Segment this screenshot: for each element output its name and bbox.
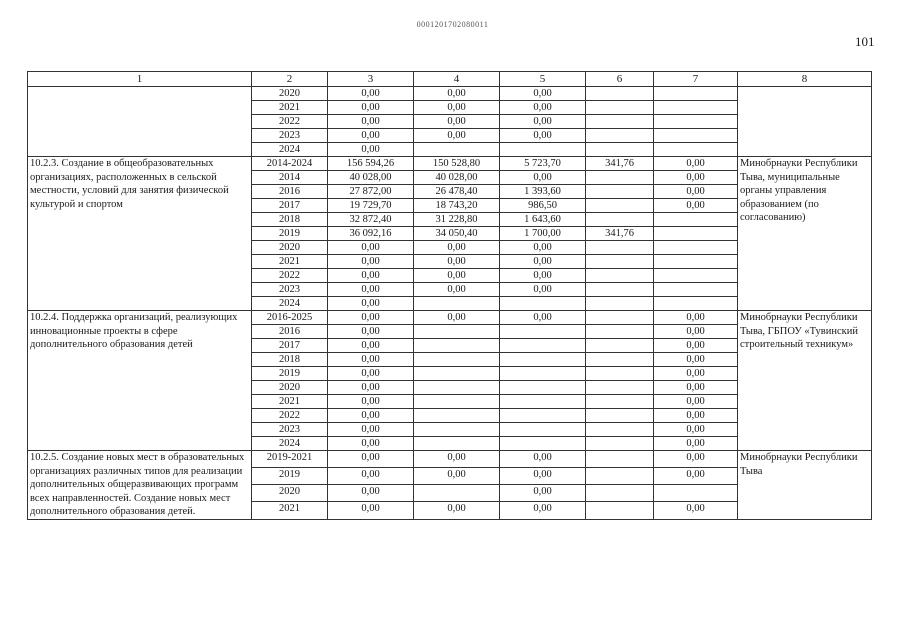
republic-cell: 0,00 xyxy=(500,283,586,297)
total-cell: 0,00 xyxy=(328,468,414,485)
extra-budget-cell: 0,00 xyxy=(654,423,738,437)
municipal-cell xyxy=(586,311,654,325)
total-cell: 0,00 xyxy=(328,437,414,451)
federal-cell: 18 743,20 xyxy=(414,199,500,213)
municipal-cell xyxy=(586,339,654,353)
activity-description: 10.2.4. Поддержка организаций, реализующих инновационные проекты в сфере дополнительного образования детей xyxy=(28,311,252,451)
year-cell: 2020 xyxy=(252,87,328,101)
federal-cell xyxy=(414,423,500,437)
federal-cell xyxy=(414,381,500,395)
municipal-cell xyxy=(586,115,654,129)
year-cell: 2014 xyxy=(252,171,328,185)
republic-cell: 0,00 xyxy=(500,129,586,143)
year-cell: 2024 xyxy=(252,437,328,451)
extra-budget-cell xyxy=(654,485,738,502)
year-cell: 2022 xyxy=(252,115,328,129)
republic-cell: 0,00 xyxy=(500,255,586,269)
total-cell: 0,00 xyxy=(328,255,414,269)
total-cell: 0,00 xyxy=(328,115,414,129)
header-cell: 5 xyxy=(500,72,586,87)
federal-cell: 0,00 xyxy=(414,129,500,143)
republic-cell: 986,50 xyxy=(500,199,586,213)
year-cell: 2018 xyxy=(252,353,328,367)
year-cell: 2024 xyxy=(252,143,328,157)
republic-cell: 0,00 xyxy=(500,115,586,129)
municipal-cell xyxy=(586,409,654,423)
document-id: 0001201702080011 xyxy=(416,20,489,29)
extra-budget-cell: 0,00 xyxy=(654,409,738,423)
federal-cell: 26 478,40 xyxy=(414,185,500,199)
total-cell: 0,00 xyxy=(328,451,414,468)
total-cell: 0,00 xyxy=(328,409,414,423)
responsible-executor: Минобрнауки Республики Тыва xyxy=(738,451,872,520)
extra-budget-cell: 0,00 xyxy=(654,199,738,213)
federal-cell: 0,00 xyxy=(414,115,500,129)
extra-budget-cell: 0,00 xyxy=(654,437,738,451)
extra-budget-cell xyxy=(654,255,738,269)
municipal-cell xyxy=(586,269,654,283)
extra-budget-cell xyxy=(654,283,738,297)
republic-cell: 0,00 xyxy=(500,101,586,115)
federal-cell: 0,00 xyxy=(414,502,500,519)
responsible-executor: Минобрнауки Республики Тыва, ГБПОУ «Тувинский строительный техникум» xyxy=(738,311,872,451)
extra-budget-cell: 0,00 xyxy=(654,367,738,381)
republic-cell xyxy=(500,297,586,311)
republic-cell: 0,00 xyxy=(500,241,586,255)
extra-budget-cell xyxy=(654,297,738,311)
extra-budget-cell: 0,00 xyxy=(654,468,738,485)
municipal-cell xyxy=(586,87,654,101)
municipal-cell xyxy=(586,185,654,199)
header-cell: 3 xyxy=(328,72,414,87)
republic-cell xyxy=(500,367,586,381)
extra-budget-cell: 0,00 xyxy=(654,502,738,519)
year-cell: 2021 xyxy=(252,101,328,115)
activity-description xyxy=(28,87,252,157)
republic-cell xyxy=(500,143,586,157)
federal-cell xyxy=(414,485,500,502)
year-cell: 2021 xyxy=(252,255,328,269)
republic-cell: 0,00 xyxy=(500,502,586,519)
republic-cell: 0,00 xyxy=(500,311,586,325)
municipal-cell: 341,76 xyxy=(586,227,654,241)
year-cell: 2017 xyxy=(252,199,328,213)
extra-budget-cell xyxy=(654,241,738,255)
federal-cell: 0,00 xyxy=(414,101,500,115)
extra-budget-cell: 0,00 xyxy=(654,311,738,325)
responsible-executor: Минобрнауки Республики Тыва, муниципальные органы управления образованием (по согласованию) xyxy=(738,157,872,311)
federal-cell: 0,00 xyxy=(414,283,500,297)
year-cell: 2020 xyxy=(252,241,328,255)
federal-cell: 0,00 xyxy=(414,269,500,283)
extra-budget-cell: 0,00 xyxy=(654,353,738,367)
municipal-cell xyxy=(586,241,654,255)
republic-cell: 0,00 xyxy=(500,451,586,468)
municipal-cell xyxy=(586,171,654,185)
extra-budget-cell: 0,00 xyxy=(654,157,738,171)
municipal-cell xyxy=(586,395,654,409)
program-table xyxy=(27,71,872,520)
year-cell: 2021 xyxy=(252,395,328,409)
republic-cell xyxy=(500,339,586,353)
year-cell: 2014-2024 xyxy=(252,157,328,171)
total-cell: 40 028,00 xyxy=(328,171,414,185)
year-cell: 2016-2025 xyxy=(252,311,328,325)
municipal-cell xyxy=(586,283,654,297)
extra-budget-cell: 0,00 xyxy=(654,185,738,199)
republic-cell: 5 723,70 xyxy=(500,157,586,171)
total-cell: 36 092,16 xyxy=(328,227,414,241)
municipal-cell xyxy=(586,297,654,311)
total-cell: 0,00 xyxy=(328,339,414,353)
activity-description: 10.2.3. Создание в общеобразовательных организациях, расположенных в сельской местности, условий для занятия физической культурой и спортом xyxy=(28,157,252,311)
republic-cell xyxy=(500,409,586,423)
extra-budget-cell: 0,00 xyxy=(654,325,738,339)
republic-cell: 1 393,60 xyxy=(500,185,586,199)
total-cell: 0,00 xyxy=(328,485,414,502)
federal-cell: 0,00 xyxy=(414,451,500,468)
table-row xyxy=(28,157,872,171)
municipal-cell xyxy=(586,381,654,395)
header-row xyxy=(28,72,872,87)
responsible-executor xyxy=(738,87,872,157)
extra-budget-cell: 0,00 xyxy=(654,339,738,353)
table-row xyxy=(28,311,872,325)
municipal-cell xyxy=(586,485,654,502)
republic-cell: 1 643,60 xyxy=(500,213,586,227)
municipal-cell xyxy=(586,143,654,157)
republic-cell: 0,00 xyxy=(500,468,586,485)
extra-budget-cell xyxy=(654,115,738,129)
header-cell: 1 xyxy=(28,72,252,87)
municipal-cell: 341,76 xyxy=(586,157,654,171)
year-cell: 2022 xyxy=(252,269,328,283)
republic-cell xyxy=(500,325,586,339)
year-cell: 2024 xyxy=(252,297,328,311)
federal-cell xyxy=(414,367,500,381)
total-cell: 0,00 xyxy=(328,367,414,381)
municipal-cell xyxy=(586,437,654,451)
republic-cell xyxy=(500,423,586,437)
extra-budget-cell: 0,00 xyxy=(654,381,738,395)
header-cell: 8 xyxy=(738,72,872,87)
extra-budget-cell: 0,00 xyxy=(654,451,738,468)
total-cell: 0,00 xyxy=(328,353,414,367)
federal-cell xyxy=(414,437,500,451)
total-cell: 0,00 xyxy=(328,241,414,255)
federal-cell: 34 050,40 xyxy=(414,227,500,241)
federal-cell xyxy=(414,395,500,409)
extra-budget-cell xyxy=(654,129,738,143)
municipal-cell xyxy=(586,199,654,213)
year-cell: 2018 xyxy=(252,213,328,227)
extra-budget-cell: 0,00 xyxy=(654,395,738,409)
federal-cell: 0,00 xyxy=(414,468,500,485)
total-cell: 19 729,70 xyxy=(328,199,414,213)
republic-cell xyxy=(500,381,586,395)
total-cell: 0,00 xyxy=(328,423,414,437)
municipal-cell xyxy=(586,423,654,437)
federal-cell xyxy=(414,325,500,339)
municipal-cell xyxy=(586,325,654,339)
total-cell: 0,00 xyxy=(328,283,414,297)
total-cell: 0,00 xyxy=(328,381,414,395)
year-cell: 2022 xyxy=(252,409,328,423)
year-cell: 2020 xyxy=(252,381,328,395)
year-cell: 2016 xyxy=(252,325,328,339)
municipal-cell xyxy=(586,502,654,519)
extra-budget-cell xyxy=(654,87,738,101)
municipal-cell xyxy=(586,129,654,143)
total-cell: 0,00 xyxy=(328,502,414,519)
federal-cell: 0,00 xyxy=(414,255,500,269)
header-cell: 2 xyxy=(252,72,328,87)
municipal-cell xyxy=(586,367,654,381)
total-cell: 0,00 xyxy=(328,87,414,101)
year-cell: 2023 xyxy=(252,283,328,297)
total-cell: 0,00 xyxy=(328,101,414,115)
total-cell: 156 594,26 xyxy=(328,157,414,171)
header-cell: 6 xyxy=(586,72,654,87)
extra-budget-cell xyxy=(654,143,738,157)
federal-cell: 0,00 xyxy=(414,241,500,255)
federal-cell xyxy=(414,353,500,367)
republic-cell: 0,00 xyxy=(500,269,586,283)
total-cell: 0,00 xyxy=(328,311,414,325)
year-cell: 2023 xyxy=(252,423,328,437)
year-cell: 2021 xyxy=(252,502,328,519)
federal-cell: 0,00 xyxy=(414,311,500,325)
municipal-cell xyxy=(586,213,654,227)
year-cell: 2017 xyxy=(252,339,328,353)
municipal-cell xyxy=(586,468,654,485)
activity-description: 10.2.5. Создание новых мест в образовательных организациях различных типов для реализации дополнительных общеразвивающих программ всех направленностей. Создание новых мест дополнительного образования детей. xyxy=(28,451,252,520)
federal-cell xyxy=(414,143,500,157)
municipal-cell xyxy=(586,255,654,269)
total-cell: 0,00 xyxy=(328,395,414,409)
year-cell: 2019 xyxy=(252,367,328,381)
republic-cell: 0,00 xyxy=(500,485,586,502)
total-cell: 0,00 xyxy=(328,129,414,143)
year-cell: 2019-2021 xyxy=(252,451,328,468)
extra-budget-cell: 0,00 xyxy=(654,171,738,185)
extra-budget-cell xyxy=(654,227,738,241)
extra-budget-cell xyxy=(654,269,738,283)
table-row xyxy=(28,451,872,468)
year-cell: 2016 xyxy=(252,185,328,199)
federal-cell: 0,00 xyxy=(414,87,500,101)
table-row xyxy=(28,87,872,101)
header-cell: 4 xyxy=(414,72,500,87)
year-cell: 2019 xyxy=(252,227,328,241)
year-cell: 2019 xyxy=(252,468,328,485)
municipal-cell xyxy=(586,353,654,367)
municipal-cell xyxy=(586,451,654,468)
total-cell: 32 872,40 xyxy=(328,213,414,227)
federal-cell: 150 528,80 xyxy=(414,157,500,171)
republic-cell: 1 700,00 xyxy=(500,227,586,241)
total-cell: 0,00 xyxy=(328,297,414,311)
extra-budget-cell xyxy=(654,101,738,115)
year-cell: 2020 xyxy=(252,485,328,502)
republic-cell: 0,00 xyxy=(500,171,586,185)
total-cell: 27 872,00 xyxy=(328,185,414,199)
republic-cell xyxy=(500,395,586,409)
header-cell: 7 xyxy=(654,72,738,87)
total-cell: 0,00 xyxy=(328,143,414,157)
municipal-cell xyxy=(586,101,654,115)
year-cell: 2023 xyxy=(252,129,328,143)
federal-cell xyxy=(414,409,500,423)
republic-cell xyxy=(500,353,586,367)
federal-cell xyxy=(414,297,500,311)
federal-cell: 31 228,80 xyxy=(414,213,500,227)
total-cell: 0,00 xyxy=(328,269,414,283)
page-number: 101 xyxy=(855,34,875,49)
extra-budget-cell xyxy=(654,213,738,227)
republic-cell xyxy=(500,437,586,451)
federal-cell xyxy=(414,339,500,353)
republic-cell: 0,00 xyxy=(500,87,586,101)
total-cell: 0,00 xyxy=(328,325,414,339)
federal-cell: 40 028,00 xyxy=(414,171,500,185)
